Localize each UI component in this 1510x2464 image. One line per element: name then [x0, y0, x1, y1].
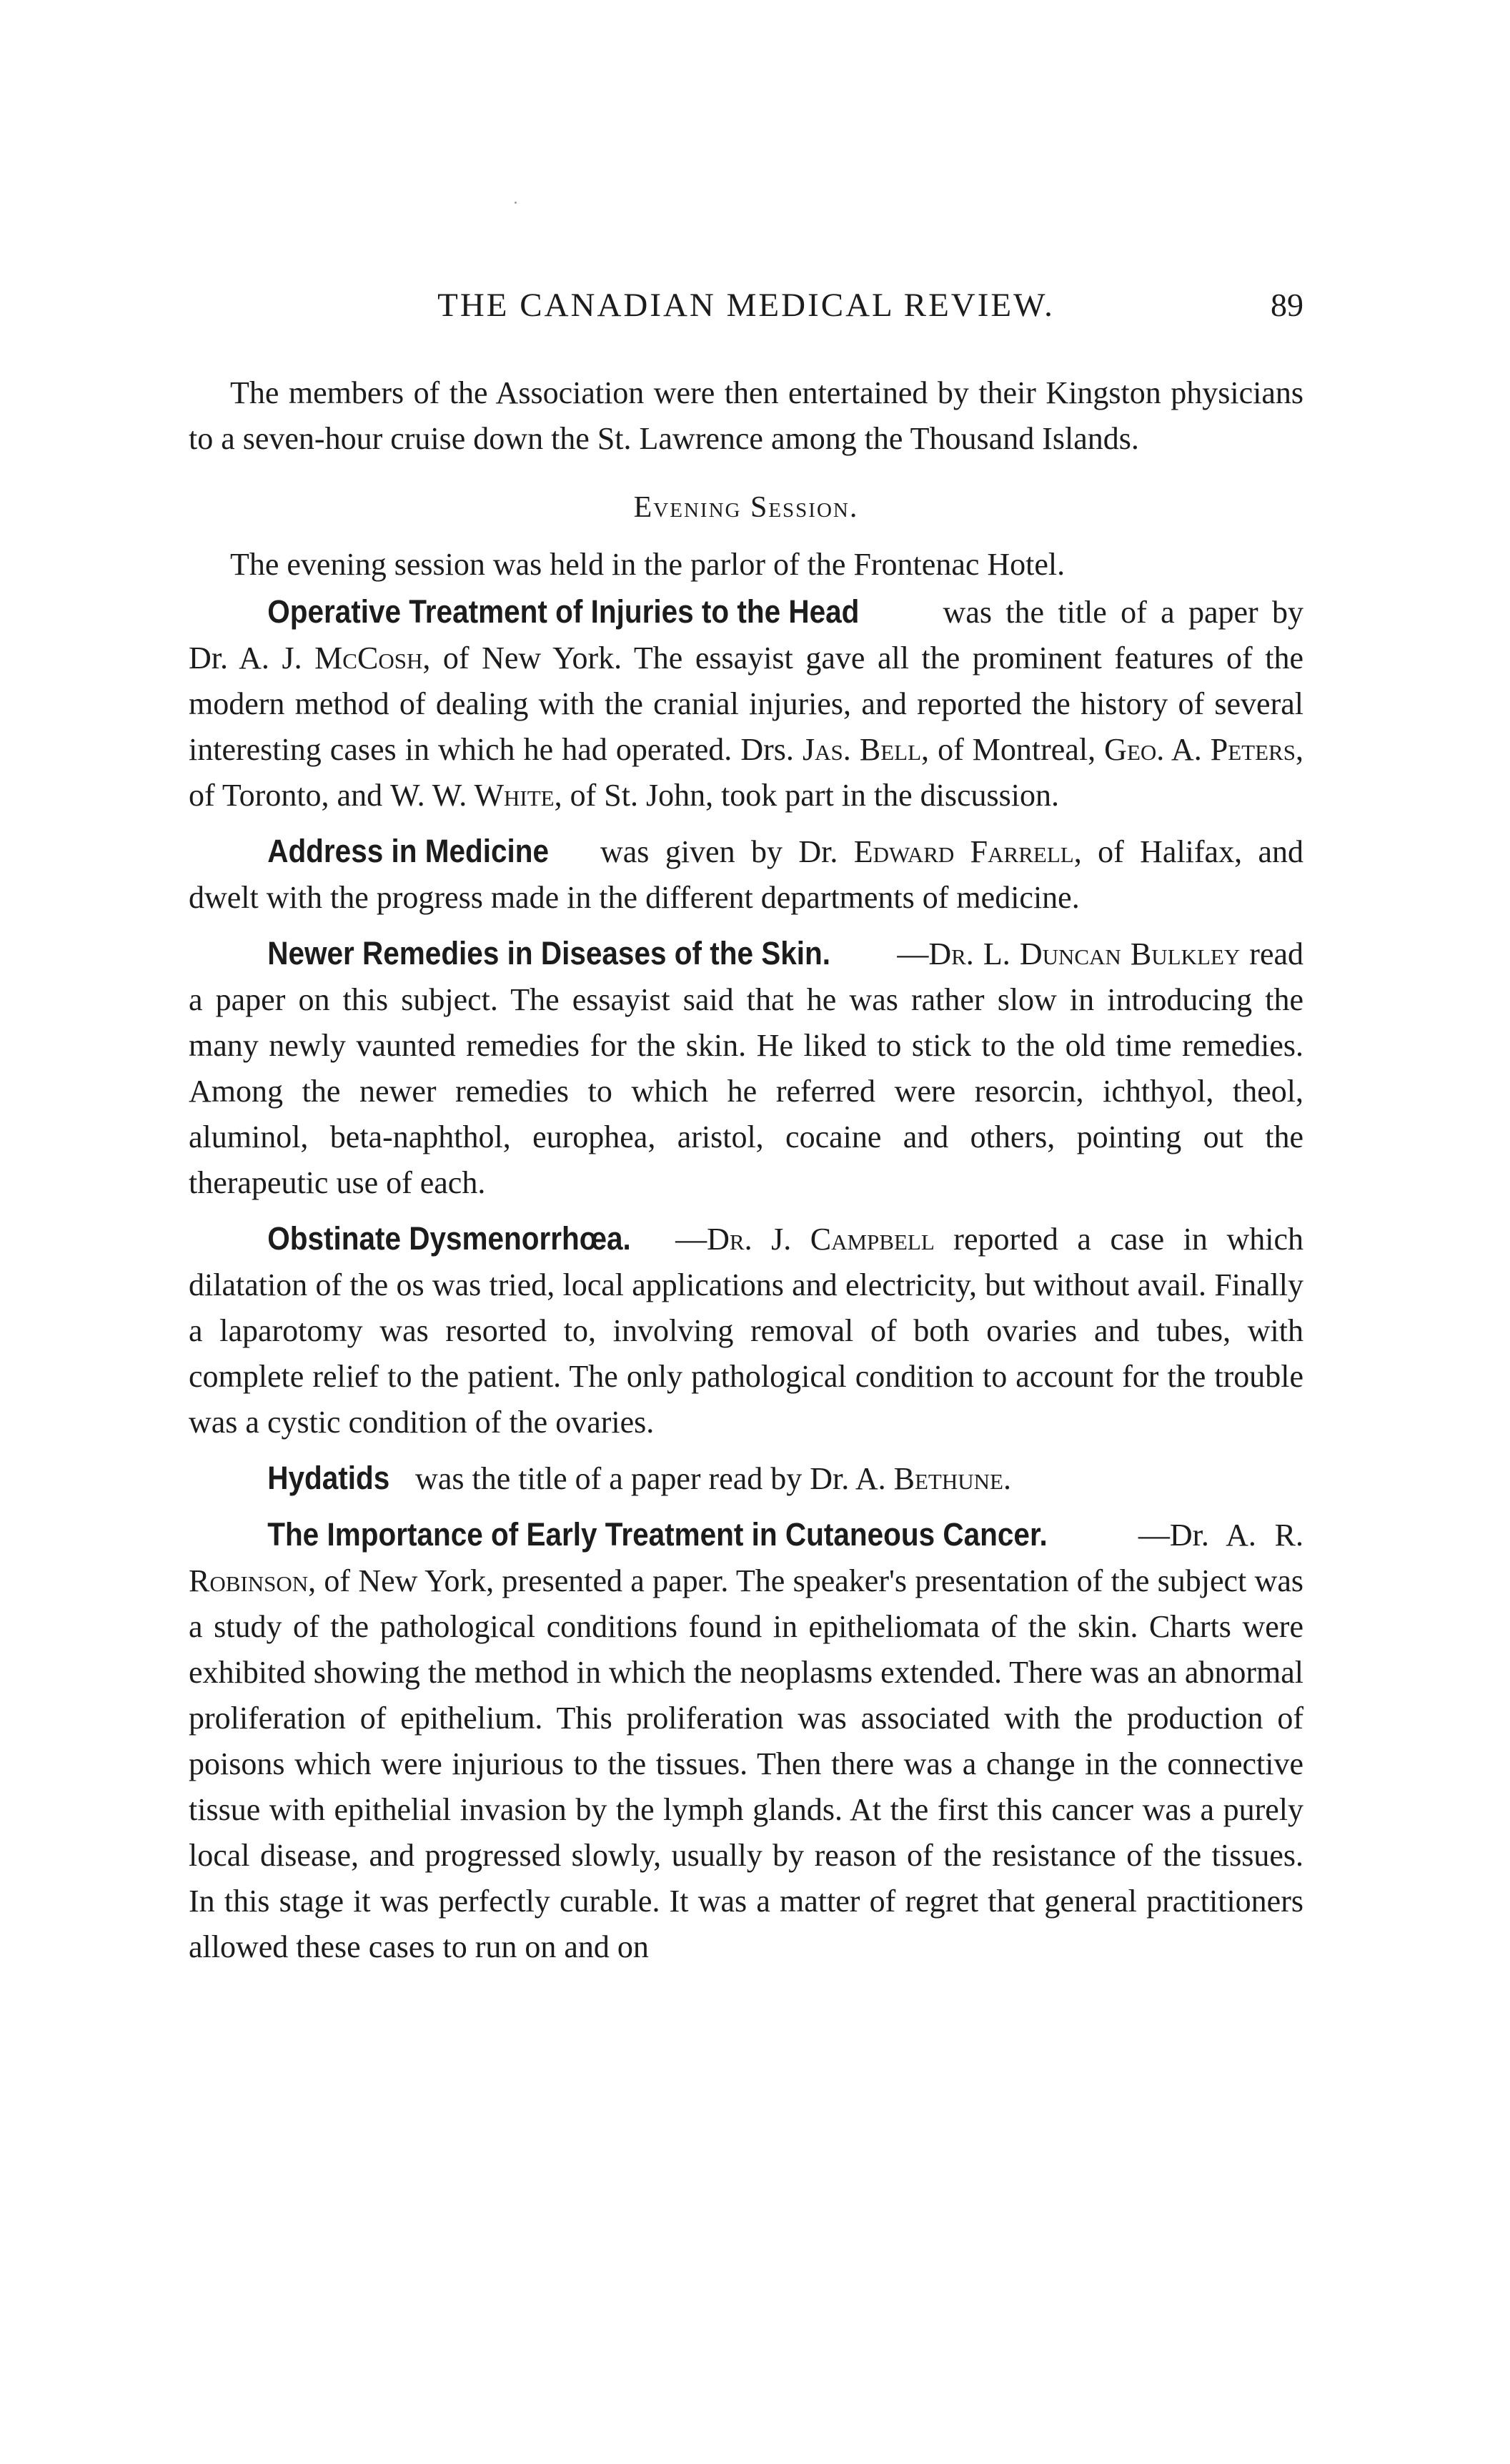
paragraph-hydatids: [189, 1455, 1303, 1502]
paragraph-evening-session: The evening session was held in the parlor of the Frontenac Hotel.: [230, 547, 1066, 582]
page-number: 89: [1271, 287, 1303, 323]
paper-title-obstinate-dysmenorrhoea: Obstinate Dysmenorrhœa.: [267, 1220, 631, 1257]
paper-title-address-in-medicine: Address in Medicine: [267, 833, 550, 869]
text-segment: .: [1003, 1461, 1011, 1496]
text-segment: —: [897, 936, 929, 971]
text-segment: was the title of a paper read by Dr. A.: [407, 1461, 894, 1496]
page: [189, 286, 1303, 1980]
discussant-name: Geo. A. Peters: [1104, 732, 1296, 767]
text-segment: read a paper on this subject. The essayist said that he was rather slow in introducing the many newly vaunted remedies for the skin. He liked to stick to the old time remedies. Among the newer remedies to which he referred were resorcin, ichthyol, theol, aluminol, beta-naphthol, europhea, aristol, cocaine and others, pointing out the therapeutic use of each.: [189, 936, 1303, 1200]
paper-title-operative-treatment: Operative Treatment of Injuries to the Head: [267, 593, 860, 630]
text-segment: was the title of a paper by Dr. A. J.: [189, 595, 1303, 676]
section-heading-evening-session: Evening Session.: [633, 491, 859, 524]
text-segment: , of Toronto, and: [189, 732, 1303, 813]
author-name: Dr. L. Duncan Bulkley: [928, 936, 1241, 971]
author-name: Bethune: [893, 1461, 1003, 1496]
author-name: Edward Farrell: [853, 834, 1074, 869]
text-segment: , of Montreal,: [921, 732, 1105, 767]
author-name: Dr. J. Campbell: [707, 1222, 935, 1257]
paper-title-cutaneous-cancer: The Importance of Early Treatment in Cutaneous Cancer.: [267, 1516, 1048, 1553]
text-segment: —Dr. A. R.: [1138, 1518, 1303, 1553]
text-segment: , of New York, presented a paper. The speaker's presentation of the subject was a study of the pathological conditions found in epitheliomata of the skin. Charts were exhibited showing the method in which the neoplasms extended. There was an abnormal proliferation of epithelium. This proliferation was associated with the production of poisons which were injurious to the tissues. Then there was a change in the connective tissue with epithelial invasion by the lymph glands. At the first this cancer was a purely local disease, and progressed slowly, usually by reason of the resistance of the tissues. In this stage it was perfectly curable. It was a matter of regret that general practitioners allowed these cases to run on and on: [189, 1563, 1303, 1964]
text-segment: , of St. John, took part in the discussion.: [554, 778, 1060, 813]
paper-title-hydatids: Hydatids: [267, 1460, 390, 1496]
paragraph-address-in-medicine: [189, 828, 1303, 921]
paragraph-operative-treatment: [189, 589, 1303, 818]
journal-title: THE CANADIAN MEDICAL REVIEW.: [437, 287, 1055, 324]
text-segment: was given by Dr.: [584, 834, 854, 869]
paragraph-cutaneous-cancer: [189, 1512, 1303, 1970]
text-segment: —: [675, 1222, 707, 1257]
discussant-name: W. W. White: [390, 778, 555, 813]
paper-title-newer-remedies: Newer Remedies in Diseases of the Skin.: [267, 935, 831, 971]
paragraph-cruise: The members of the Association were then entertained by their Kingston physicians to a seven-hour cruise down the St. Lawrence among the Thousand Islands.: [189, 375, 1303, 456]
discussant-name: Jas. Bell: [803, 732, 921, 767]
text-segment: , of New York. The essayist gave all the prominent features of the modern method of dealing with the cranial injuries, and reported the history of several interesting cases in which he had operated. Drs.: [189, 640, 1303, 767]
print-speck: [515, 202, 517, 204]
paragraph-newer-remedies: [189, 931, 1303, 1206]
running-head: [189, 286, 1303, 336]
text-segment: , of Halifax, and dwelt with the progress made in the different departments of medicine.: [189, 834, 1303, 915]
author-name: McCosh: [314, 640, 423, 676]
text-segment: reported a case in which dilatation of the os was tried, local applications and electricity, but without avail. Finally a laparotomy was resorted to, involving removal of both ovaries and tubes, with complete relief to the patient. The only pathological condition to account for the trouble was a cystic condition of the ovaries.: [189, 1222, 1303, 1440]
author-name: Robinson: [189, 1563, 309, 1598]
paragraph-obstinate-dysmenorrhoea: [189, 1216, 1303, 1445]
